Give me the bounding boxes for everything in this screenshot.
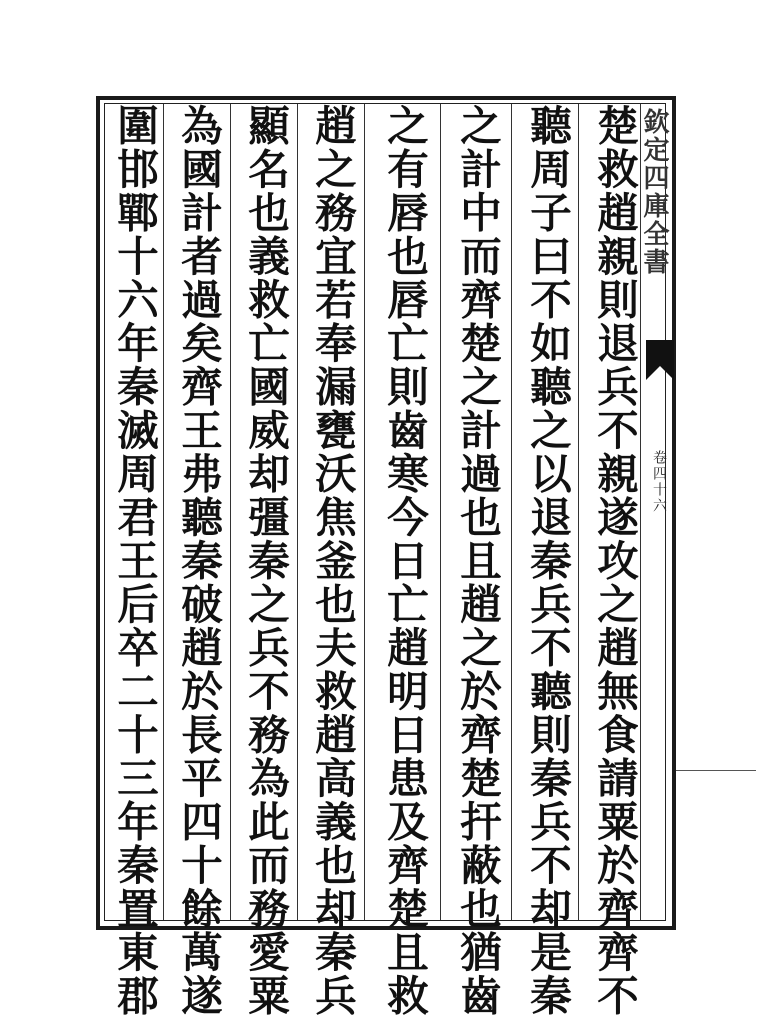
column-divider xyxy=(440,104,441,920)
column-divider xyxy=(163,104,164,920)
column-divider xyxy=(364,104,365,920)
column-divider xyxy=(297,104,298,920)
volume-number: 卷四十六 xyxy=(651,450,667,514)
text-column-4: 之有唇也唇亡則齒寒今日亡趙明日患及齊楚且救 xyxy=(380,104,429,1018)
text-column-6: 顯名也義救亡國威却彊秦之兵不務為此而務愛粟 xyxy=(241,104,290,1018)
column-divider xyxy=(511,104,512,920)
text-column-1: 楚救趙親則退兵不親遂攻之趙無食請粟於齊齊不 xyxy=(590,104,639,1018)
fish-tail-mark-icon xyxy=(646,340,674,380)
text-column-7: 為國計者過矣齊王弗聽秦破趙於長平四十餘萬遂 xyxy=(174,104,223,1018)
text-column-5: 趙之務宜若奉漏甕沃焦釜也夫救趙高義也却秦兵 xyxy=(308,104,357,1018)
margin-rule xyxy=(676,770,756,771)
book-title: 欽定四庫全書 xyxy=(639,108,669,276)
column-divider xyxy=(230,104,231,920)
text-column-3: 之計中而齊楚之計過也且趙之於齊楚扞蔽也猶齒 xyxy=(453,104,502,1018)
column-divider xyxy=(578,104,579,920)
text-column-2: 聽周子曰不如聽之以退秦兵不聽則秦兵不却是秦 xyxy=(523,104,572,1018)
text-column-8: 圍邯鄲十六年秦滅周君王后卒二十三年秦置東郡 xyxy=(110,104,159,1018)
